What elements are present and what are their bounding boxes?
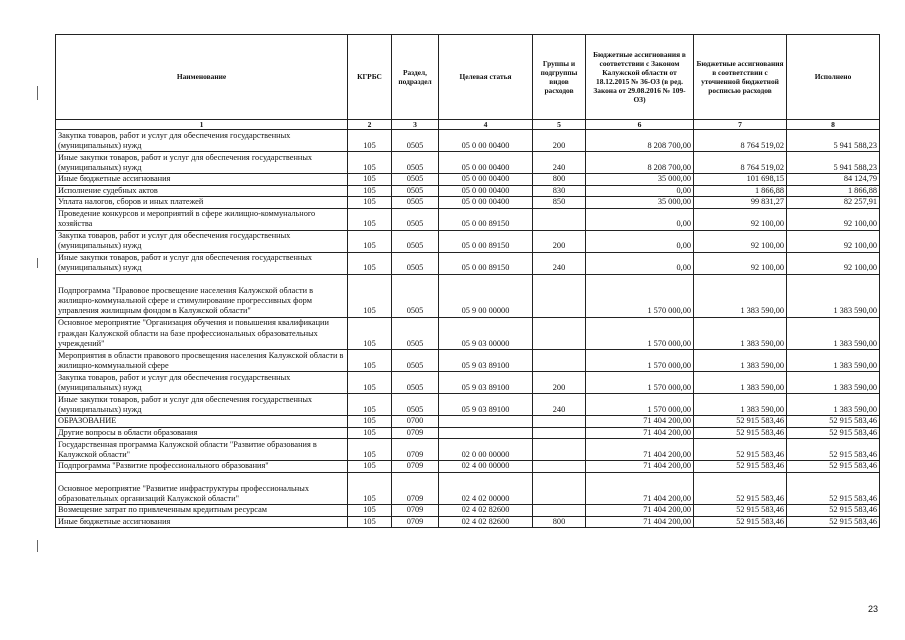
table-row <box>56 439 880 461</box>
row-expense-group: 850 <box>533 197 586 209</box>
row-refined-allocation: 99 831,27 <box>694 197 787 209</box>
column-number: 5 <box>533 120 586 130</box>
row-name: Иные бюджетные ассигнования <box>56 174 348 186</box>
row-name: Проведение конкурсов и мероприятий в сфере жилищно-коммунального хозяйства <box>56 208 348 230</box>
row-law-allocation: 71 404 200,00 <box>586 461 694 473</box>
row-section: 0505 <box>392 208 439 230</box>
row-target-article: 02 0 00 00000 <box>439 439 533 461</box>
row-refined-allocation: 1 383 590,00 <box>694 394 787 416</box>
row-refined-allocation: 101 698,15 <box>694 174 787 186</box>
row-law-allocation: 71 404 200,00 <box>586 505 694 517</box>
row-kgrbs: 105 <box>348 208 392 230</box>
row-law-allocation: 0,00 <box>586 252 694 274</box>
row-kgrbs: 105 <box>348 130 392 152</box>
row-expense-group <box>533 317 586 350</box>
column-number: 1 <box>56 120 348 130</box>
column-number: 8 <box>787 120 880 130</box>
row-expense-group <box>533 350 586 372</box>
row-section: 0709 <box>392 461 439 473</box>
row-expense-group <box>533 208 586 230</box>
row-section: 0709 <box>392 439 439 461</box>
row-kgrbs: 105 <box>348 427 392 439</box>
row-name: Возмещение затрат по привлеченным кредитным ресурсам <box>56 505 348 517</box>
table-row <box>56 174 880 186</box>
row-kgrbs: 105 <box>348 317 392 350</box>
table-row <box>56 252 880 274</box>
row-expense-group <box>533 439 586 461</box>
row-target-article: 05 9 03 89100 <box>439 372 533 394</box>
row-target-article: 05 0 00 00400 <box>439 185 533 197</box>
row-name: Закупка товаров, работ и услуг для обеспечения государственных (муниципальных) нужд <box>56 130 348 152</box>
row-kgrbs: 105 <box>348 174 392 186</box>
row-expense-group: 200 <box>533 372 586 394</box>
row-name: Другие вопросы в области образования <box>56 427 348 439</box>
row-kgrbs: 105 <box>348 461 392 473</box>
row-expense-group <box>533 505 586 517</box>
row-name: Иные закупки товаров, работ и услуг для обеспечения государственных (муниципальных) нужд <box>56 394 348 416</box>
row-executed: 52 915 583,46 <box>787 472 880 505</box>
row-section: 0700 <box>392 416 439 428</box>
row-law-allocation: 0,00 <box>586 208 694 230</box>
row-section: 0709 <box>392 516 439 528</box>
row-law-allocation: 71 404 200,00 <box>586 416 694 428</box>
row-kgrbs: 105 <box>348 252 392 274</box>
budget-table <box>55 34 880 528</box>
row-refined-allocation: 1 383 590,00 <box>694 372 787 394</box>
row-name: ОБРАЗОВАНИЕ <box>56 416 348 428</box>
row-target-article <box>439 427 533 439</box>
row-executed: 1 383 590,00 <box>787 317 880 350</box>
table-row <box>56 230 880 252</box>
row-refined-allocation: 92 100,00 <box>694 230 787 252</box>
row-name: Подпрограмма "Развитие профессионального образования" <box>56 461 348 473</box>
table-row <box>56 427 880 439</box>
row-name: Иные бюджетные ассигнования <box>56 516 348 528</box>
column-number: 6 <box>586 120 694 130</box>
row-refined-allocation: 8 764 519,02 <box>694 130 787 152</box>
row-law-allocation: 71 404 200,00 <box>586 439 694 461</box>
row-executed: 52 915 583,46 <box>787 439 880 461</box>
row-target-article: 05 9 03 89100 <box>439 350 533 372</box>
row-executed: 1 383 590,00 <box>787 394 880 416</box>
row-target-article: 05 0 00 00400 <box>439 130 533 152</box>
row-refined-allocation: 92 100,00 <box>694 252 787 274</box>
row-executed: 52 915 583,46 <box>787 461 880 473</box>
row-expense-group: 800 <box>533 516 586 528</box>
row-executed: 1 383 590,00 <box>787 350 880 372</box>
row-section: 0505 <box>392 274 439 317</box>
row-refined-allocation: 8 764 519,02 <box>694 152 787 174</box>
row-target-article <box>439 416 533 428</box>
table-body <box>56 130 880 528</box>
row-kgrbs: 105 <box>348 394 392 416</box>
row-section: 0505 <box>392 350 439 372</box>
row-expense-group <box>533 274 586 317</box>
row-name: Иные закупки товаров, работ и услуг для обеспечения государственных (муниципальных) нужд <box>56 252 348 274</box>
row-law-allocation: 1 570 000,00 <box>586 317 694 350</box>
row-target-article: 05 0 00 00400 <box>439 197 533 209</box>
row-kgrbs: 105 <box>348 197 392 209</box>
header-kgrbs: КГРБС <box>348 35 392 120</box>
row-law-allocation: 71 404 200,00 <box>586 516 694 528</box>
row-section: 0709 <box>392 472 439 505</box>
scan-margin-mark <box>37 540 38 552</box>
row-refined-allocation: 52 915 583,46 <box>694 427 787 439</box>
row-law-allocation: 71 404 200,00 <box>586 472 694 505</box>
row-law-allocation: 8 208 700,00 <box>586 152 694 174</box>
row-refined-allocation: 92 100,00 <box>694 208 787 230</box>
column-number: 4 <box>439 120 533 130</box>
row-target-article: 05 9 03 89100 <box>439 394 533 416</box>
table-row <box>56 505 880 517</box>
row-executed: 1 866,88 <box>787 185 880 197</box>
row-refined-allocation: 1 866,88 <box>694 185 787 197</box>
row-target-article: 02 4 02 82600 <box>439 516 533 528</box>
row-kgrbs: 105 <box>348 472 392 505</box>
row-name: Основное мероприятие "Развитие инфраструктуры профессиональных образовательных организаций Калужской области" <box>56 472 348 505</box>
row-refined-allocation: 1 383 590,00 <box>694 350 787 372</box>
column-number-row <box>56 120 880 130</box>
table-row <box>56 274 880 317</box>
row-expense-group <box>533 427 586 439</box>
header-executed: Исполнено <box>787 35 880 120</box>
row-refined-allocation: 52 915 583,46 <box>694 416 787 428</box>
row-law-allocation: 71 404 200,00 <box>586 427 694 439</box>
row-kgrbs: 105 <box>348 416 392 428</box>
row-target-article: 05 9 00 00000 <box>439 274 533 317</box>
row-expense-group <box>533 416 586 428</box>
row-executed: 52 915 583,46 <box>787 505 880 517</box>
row-kgrbs: 105 <box>348 350 392 372</box>
row-target-article: 02 4 00 00000 <box>439 461 533 473</box>
row-law-allocation: 1 570 000,00 <box>586 350 694 372</box>
header-name: Наименование <box>56 35 348 120</box>
row-kgrbs: 105 <box>348 230 392 252</box>
header-target-article: Целевая статья <box>439 35 533 120</box>
row-section: 0505 <box>392 174 439 186</box>
table-row <box>56 372 880 394</box>
row-expense-group: 240 <box>533 394 586 416</box>
row-kgrbs: 105 <box>348 505 392 517</box>
row-refined-allocation: 1 383 590,00 <box>694 274 787 317</box>
row-law-allocation: 0,00 <box>586 230 694 252</box>
scan-margin-mark <box>37 86 38 100</box>
row-executed: 52 915 583,46 <box>787 416 880 428</box>
header-expense-group: Группы и подгруппы видов расходов <box>533 35 586 120</box>
row-expense-group: 200 <box>533 130 586 152</box>
row-name: Исполнение судебных актов <box>56 185 348 197</box>
row-target-article: 05 0 00 00400 <box>439 152 533 174</box>
row-executed: 5 941 588,23 <box>787 130 880 152</box>
row-target-article: 05 0 00 00400 <box>439 174 533 186</box>
row-law-allocation: 1 570 000,00 <box>586 372 694 394</box>
row-section: 0505 <box>392 230 439 252</box>
row-executed: 5 941 588,23 <box>787 152 880 174</box>
table-row <box>56 185 880 197</box>
row-expense-group: 830 <box>533 185 586 197</box>
row-kgrbs: 105 <box>348 274 392 317</box>
row-refined-allocation: 52 915 583,46 <box>694 516 787 528</box>
row-executed: 92 100,00 <box>787 230 880 252</box>
scan-margin-mark <box>37 258 38 268</box>
row-section: 0505 <box>392 317 439 350</box>
header-section: Раздел, подраздел <box>392 35 439 120</box>
row-section: 0709 <box>392 505 439 517</box>
row-section: 0505 <box>392 185 439 197</box>
row-section: 0505 <box>392 152 439 174</box>
row-kgrbs: 105 <box>348 439 392 461</box>
row-section: 0505 <box>392 130 439 152</box>
row-executed: 52 915 583,46 <box>787 427 880 439</box>
row-executed: 1 383 590,00 <box>787 372 880 394</box>
row-law-allocation: 1 570 000,00 <box>586 394 694 416</box>
table-row <box>56 197 880 209</box>
row-name: Закупка товаров, работ и услуг для обеспечения государственных (муниципальных) нужд <box>56 372 348 394</box>
row-target-article: 05 0 00 89150 <box>439 208 533 230</box>
row-target-article: 02 4 02 00000 <box>439 472 533 505</box>
row-expense-group: 800 <box>533 174 586 186</box>
table-row <box>56 130 880 152</box>
row-executed: 1 383 590,00 <box>787 274 880 317</box>
row-expense-group <box>533 472 586 505</box>
row-refined-allocation: 52 915 583,46 <box>694 505 787 517</box>
row-refined-allocation: 52 915 583,46 <box>694 472 787 505</box>
row-kgrbs: 105 <box>348 185 392 197</box>
row-name: Уплата налогов, сборов и иных платежей <box>56 197 348 209</box>
row-law-allocation: 1 570 000,00 <box>586 274 694 317</box>
row-target-article: 05 9 03 00000 <box>439 317 533 350</box>
table-row <box>56 516 880 528</box>
row-name: Подпрограмма "Правовое просвещение населения Калужской области в жилищно-коммунальной сфере и стимулирование прогрессивных форм управления жилищным фондом в Калужской области" <box>56 274 348 317</box>
row-section: 0709 <box>392 427 439 439</box>
table-row <box>56 208 880 230</box>
table-row <box>56 472 880 505</box>
row-target-article: 02 4 02 82600 <box>439 505 533 517</box>
page-number: 23 <box>868 604 879 614</box>
row-section: 0505 <box>392 252 439 274</box>
row-name: Закупка товаров, работ и услуг для обеспечения государственных (муниципальных) нужд <box>56 230 348 252</box>
row-law-allocation: 35 000,00 <box>586 197 694 209</box>
table-row <box>56 394 880 416</box>
row-executed: 92 100,00 <box>787 252 880 274</box>
table-row <box>56 461 880 473</box>
header-refined-allocation: Бюджетные ассигнования в соответствии с уточненной бюджетной росписью расходов <box>694 35 787 120</box>
row-kgrbs: 105 <box>348 516 392 528</box>
table-row <box>56 152 880 174</box>
row-section: 0505 <box>392 372 439 394</box>
row-refined-allocation: 1 383 590,00 <box>694 317 787 350</box>
row-law-allocation: 0,00 <box>586 185 694 197</box>
row-refined-allocation: 52 915 583,46 <box>694 461 787 473</box>
row-executed: 52 915 583,46 <box>787 516 880 528</box>
row-expense-group: 240 <box>533 152 586 174</box>
row-name: Мероприятия в области правового просвещения населения Калужской области в жилищно-коммунальной сфере <box>56 350 348 372</box>
row-kgrbs: 105 <box>348 152 392 174</box>
row-law-allocation: 8 208 700,00 <box>586 130 694 152</box>
row-target-article: 05 0 00 89150 <box>439 252 533 274</box>
row-law-allocation: 35 000,00 <box>586 174 694 186</box>
row-expense-group: 240 <box>533 252 586 274</box>
row-target-article: 05 0 00 89150 <box>439 230 533 252</box>
table-row <box>56 350 880 372</box>
row-refined-allocation: 52 915 583,46 <box>694 439 787 461</box>
row-executed: 92 100,00 <box>787 208 880 230</box>
header-law-allocation: Бюджетные ассигнования в соответствии с Законом Калужской области от 18.12.2015 № 36-ОЗ (в ред. Закона от 29.08.2016 № 109-ОЗ) <box>586 35 694 120</box>
row-name: Иные закупки товаров, работ и услуг для обеспечения государственных (муниципальных) нужд <box>56 152 348 174</box>
row-name: Основное мероприятие "Организация обучения и повышения квалификации граждан Калужской области на базе профессиональных образовательных учреждений" <box>56 317 348 350</box>
row-kgrbs: 105 <box>348 372 392 394</box>
column-number: 7 <box>694 120 787 130</box>
row-expense-group: 200 <box>533 230 586 252</box>
row-expense-group <box>533 461 586 473</box>
column-number: 3 <box>392 120 439 130</box>
row-section: 0505 <box>392 197 439 209</box>
row-executed: 84 124,79 <box>787 174 880 186</box>
table-row <box>56 317 880 350</box>
column-number: 2 <box>348 120 392 130</box>
table-row <box>56 416 880 428</box>
row-name: Государственная программа Калужской области "Развитие образования в Калужской области" <box>56 439 348 461</box>
row-executed: 82 257,91 <box>787 197 880 209</box>
header-row <box>56 35 880 120</box>
row-section: 0505 <box>392 394 439 416</box>
